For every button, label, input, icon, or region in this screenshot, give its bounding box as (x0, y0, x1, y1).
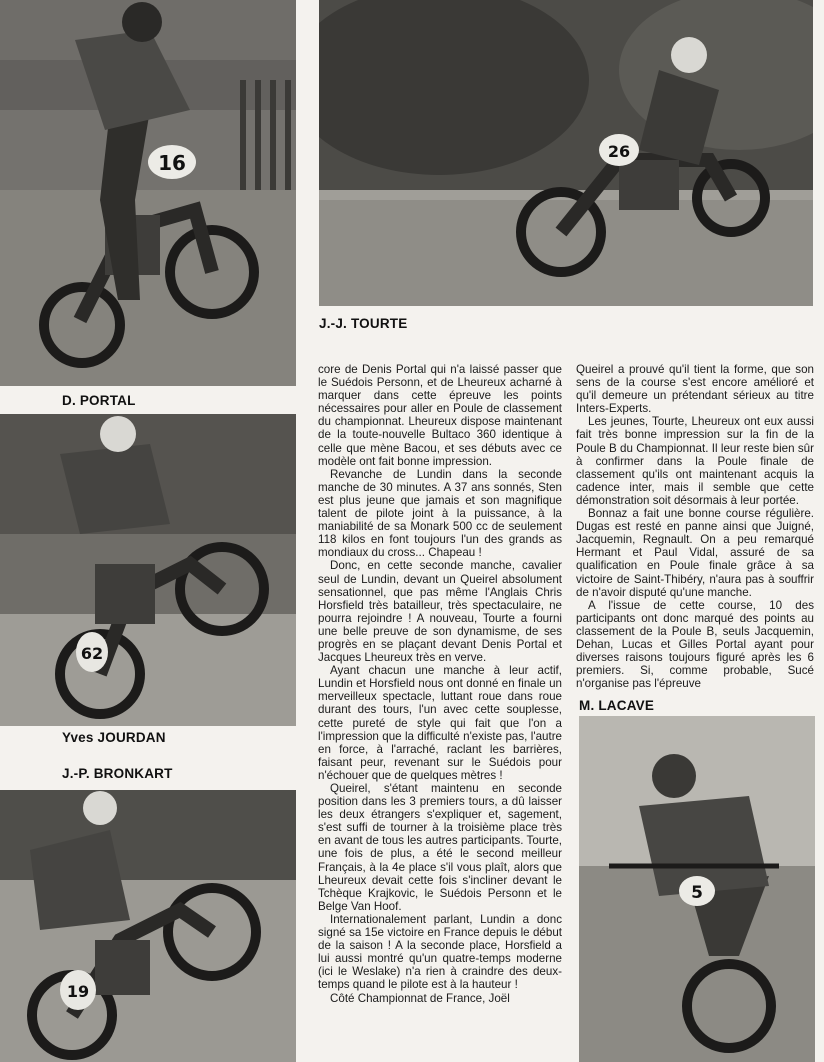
photo-lacave (579, 716, 815, 1062)
paragraph: Côté Championnat de France, Joël (330, 991, 510, 1005)
paragraph: Ayant chacun une manche à leur actif, Lundin et Horsfield nous ont donné en finale un merveilleux spectacle, luttant roue dans roue durant des tours, l'un avec cette souplesse, cette pureté de style qui fait que l'on a l'impression que la difficulté n'existe pas, l'autre en force, à l'arraché, raclant les barrières, faisant peur, revenant sur le Suédois pour n'échouer que de quelques mètres ! (318, 664, 562, 782)
photo-tourte (319, 0, 813, 306)
paragraph: core de Denis Portal qui n'a laissé passer que le Suédois Personn, et de Lheureux acharné à marquer dans cette épreuve les points nécessaires pour aller en Poule de classement du championnat. Lheureux dispose maintenant de la toute-nouvelle Bultaco 360 identique à celle que mène Bacou, et ses débuts avec ce modèle ont fait bonne impression. (318, 363, 562, 468)
paragraph: Queirel, s'étant maintenu en seconde position dans les 3 premiers tours, a dû laisser les deux étrangers s'expliquer et, sagement, s'est suffi de tourner à la troisième place très en avant de tous les autres participants. Tourte, une fois de plus, a été le second meilleur Français, à la 4e place s'il vous plaît, alors que Lheureux devait cette fois s'incliner devant le Tchèque Krajkovic, le Suédois Personn et le Belge Van Hoof. (318, 782, 562, 913)
paragraph: Bonnaz a fait une bonne course régulière. Dugas est resté en panne ainsi que Juigné, Jacquemin, Regnault. On a peu remarqué Hermant et Paul Vidal, assuré de sa qualification en Poule finale grâce à sa victoire de Saint-Thibéry, n'aura pas à souffrir de n'avoir disputé qu'une manche. (576, 507, 814, 599)
paragraph: Donc, en cette seconde manche, cavalier seul de Lundin, devant un Queirel absolument sensationnel, que pas même l'Anglais Chris Horsfield très batailleur, très spectaculaire, ne pourra rejoindre ! A nouveau, Tourte a fourni une belle preuve de son dynamisme, de ses progrès en se plaçant devant Denis Portal et Jacques Lheureux très en verve. (318, 559, 562, 665)
caption-jourdan (62, 730, 166, 745)
article-column-right (576, 363, 814, 690)
paragraph: Queirel a prouvé qu'il tient la forme, que son sens de la course s'est encore amélioré et qu'il demeure un prétendant sérieux au titre Inters-Experts. (576, 363, 814, 416)
article-column-middle (318, 363, 562, 1005)
photo-jourdan (0, 414, 296, 726)
plate-number-lacave: 5 (691, 883, 703, 903)
plate-number-jourdan: 62 (80, 644, 104, 663)
caption-jourdan-first: Yves (62, 730, 94, 745)
caption-jourdan-last: JOURDAN (97, 730, 166, 745)
caption-tourte: J.-J. TOURTE (319, 316, 408, 331)
plate-number-tourte: 26 (607, 142, 631, 161)
caption-portal: D. PORTAL (62, 393, 136, 408)
paragraph: Revanche de Lundin dans la seconde manche de 30 minutes. A 37 ans sonnés, Sten est plus jeune que jamais et son magnifique talent de pilote joint à la puissance, à la maniabilité de sa Monark 500 cc de seulement 118 kilos en font toujours l'un des grands as mondiaux du cross... Chapeau ! (318, 467, 562, 560)
photo-bronkart (0, 790, 296, 1062)
motocross-rider-image (579, 716, 815, 1062)
plate-number-bronkart: 19 (66, 982, 90, 1001)
photo-portal (0, 0, 296, 386)
paragraph: A l'issue de cette course, 10 des participants ont donc marqué des points au classement de la Poule B, seuls Jacquemin, Dehan, Lucas et Gilles Portal ayant pour diverses raisons toujours figuré après les 6 premiers. Si, comme probable, Sucé n'organise pas l'épreuve (576, 598, 814, 691)
motocross-rider-image (319, 0, 813, 306)
motocross-rider-image (0, 790, 296, 1062)
paragraph: Les jeunes, Tourte, Lheureux ont eux aussi fait très bonne impression sur la fin de la Poule B du Championnat. Il leur reste bien sûr à confirmer dans la Poule finale de classement qu'ils ont maintenant acquis la cadence inter, mais il semble que cette démonstration soit désormais à leur portée. (576, 415, 814, 507)
motocross-rider-image (0, 0, 296, 386)
plate-number-portal: 16 (158, 151, 186, 175)
caption-lacave: M. LACAVE (579, 698, 655, 713)
motocross-rider-image (0, 414, 296, 726)
caption-bronkart: J.-P. BRONKART (62, 766, 173, 781)
paragraph: Internationalement parlant, Lundin a donc signé sa 15e victoire en France depuis le début de la saison ! A la seconde place, Horsfield a lui aussi montré qu'un quatre-temps moderne (ici le Weslake) n'a rien à craindre des deux-temps quand le pilote est à la hauteur ! (318, 912, 562, 992)
